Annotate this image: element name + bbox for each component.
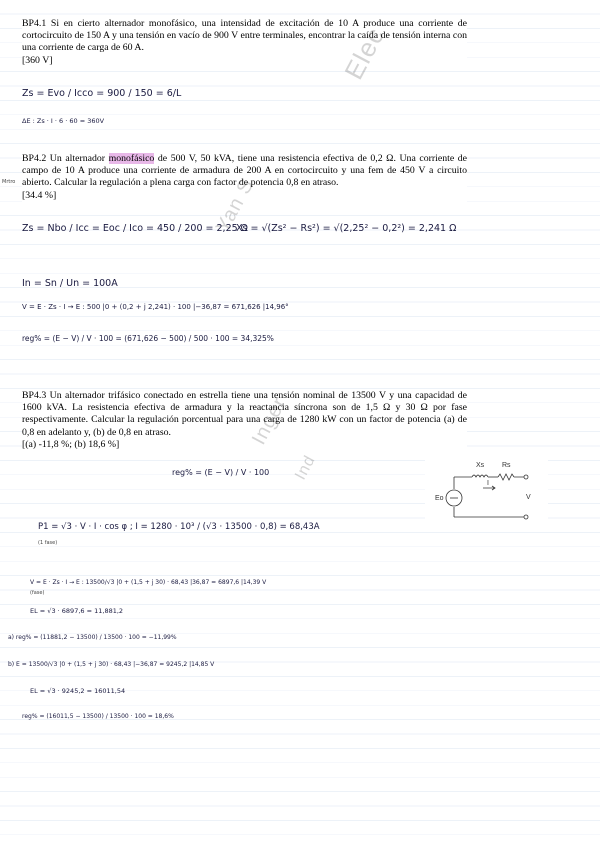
handwritten-line: Zs = Nbo / Icc = Eoc / Ico = 450 / 200 = 2,25 Ω bbox=[22, 223, 248, 234]
handwritten-line: Zs = Evo / Icco = 900 / 150 = 6/L bbox=[22, 88, 182, 99]
watermark-text: Ind bbox=[292, 452, 319, 483]
handwritten-line: EL = √3 · 9245,2 = 16011,54 bbox=[30, 687, 126, 695]
problem-bp4-3 bbox=[22, 390, 467, 451]
handwritten-line: Xs = √(Zs² − Rs²) = √(2,25² − 0,2²) = 2,241 Ω bbox=[236, 223, 457, 234]
problem-answer: [34.4 %] bbox=[22, 189, 57, 201]
handwritten-line: V = E · Zs · I → E : 13500/√3 |0 + (1,5 + j 30) · 68,43 |36,87 = 6897,6 |14,39 V bbox=[30, 579, 267, 586]
inductor-xs bbox=[472, 475, 488, 477]
watermark-text: Yan S bbox=[211, 174, 259, 237]
problem-answer: [360 V] bbox=[22, 54, 53, 66]
handwritten-line: a) reg% = (11881,2 − 13500) / 13500 · 100 = −11,99% bbox=[8, 634, 177, 641]
handwritten-line: V = E · Zs · I → E : 500 |0 + (0,2 + j 2,241) · 100 |−36,87 = 671,626 |14,96° bbox=[22, 303, 289, 311]
circuit-diagram bbox=[425, 455, 548, 530]
label-xs: Xs bbox=[476, 462, 485, 469]
current-arrow bbox=[483, 486, 495, 490]
watermark-text: Elec bbox=[338, 22, 391, 85]
wire-left bbox=[454, 477, 472, 517]
handwritten-line: reg% = (E − V) / V · 100 = (671,626 − 500) / 500 · 100 = 34,325% bbox=[22, 334, 274, 343]
terminal-bottom bbox=[524, 515, 528, 519]
problem-statement: BP4.3 Un alternador trifásico conectado en estrella tiene una tensión nominal de 13500 V y una capacidad de 1600 kVA. La resistencia efectiva de armadura y la reactancia síncrona son de 1,5 Ω y 30 Ω por fase respectivamente. Calcular la regulación porcentual para una carga de 1280 kW con un factor de potencia (a) de 0,8 en adelanto y, (b) de 0,8 en atraso. bbox=[22, 390, 467, 438]
label-eo: Eo bbox=[435, 495, 444, 502]
handwritten-line: EL = √3 · 6897,6 = 11,881,2 bbox=[30, 607, 124, 615]
handwritten-line: b) E = 13500/√3 |0 + (1,5 + j 30) · 68,43 |−36,87 = 9245,2 |14,85 V bbox=[8, 661, 215, 668]
resistor-rs bbox=[498, 474, 514, 480]
handwritten-line: reg% = (16011,5 − 13500) / 13500 · 100 = 18,6% bbox=[22, 713, 174, 720]
handwritten-line: In = Sn / Un = 100A bbox=[22, 278, 118, 289]
handwritten-subscript: (fase) bbox=[30, 590, 45, 596]
handwritten-line: P1 = √3 · V · I · cos φ ; I = 1280 · 10³ / (√3 · 13500 · 0,8) = 68,43A bbox=[38, 522, 320, 532]
label-rs: Rs bbox=[502, 462, 511, 469]
wire-right bbox=[454, 477, 524, 517]
margin-note: Mrtro bbox=[2, 179, 16, 185]
problem-statement: BP4.2 Un alternador monofásico de 500 V, 50 kVA, tiene una resistencia efectiva de 0,2 Ω. Una corriente de campo de 10 A produce una corriente de armadura de 200 A en cortocircuito y una fem de 450 V a circuito abierto. Calcular la regulación a plena carga con factor de potencia 0,8 en atraso. bbox=[22, 153, 467, 189]
label-v: V bbox=[526, 494, 531, 501]
terminal-top bbox=[524, 475, 528, 479]
alternator-equivalent-circuit bbox=[425, 455, 548, 530]
label-i: I bbox=[487, 480, 489, 487]
watermark-text: Inger bbox=[247, 393, 292, 449]
problem-statement: BP4.1 Si en cierto alternador monofásico, una intensidad de excitación de 10 A produce una corriente de cortocircuito de 150 A y una tensión en vacío de 900 V entre terminales, encontrar la caída de tensión interna con una corriente de carga de 60 A. bbox=[22, 18, 467, 54]
highlighted-word: monofásico bbox=[108, 153, 155, 164]
handwritten-line: ΔE : Zs · I · 6 · 60 = 360V bbox=[22, 117, 105, 125]
problem-bp4-1 bbox=[22, 18, 467, 67]
problem-answer: [(a) -11,8 %; (b) 18,6 %] bbox=[22, 438, 120, 450]
handwritten-line: reg% = (E − V) / V · 100 bbox=[172, 468, 270, 477]
handwritten-subscript: (1 fase) bbox=[38, 540, 58, 546]
